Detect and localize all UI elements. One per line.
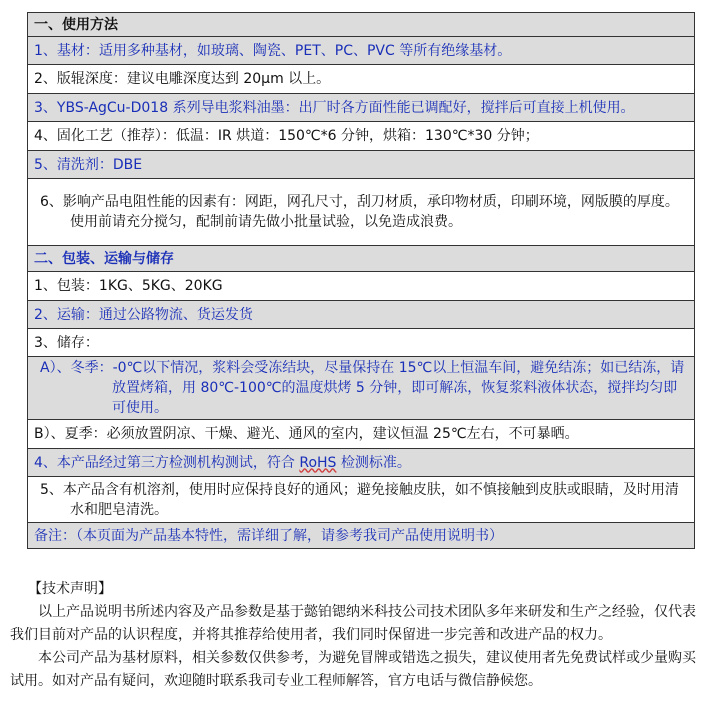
- packing-row-rohs: [28, 449, 695, 477]
- technical-statement-title: 【技术声明】: [28, 581, 112, 597]
- usage-row-series: [28, 94, 695, 122]
- remark-row: [28, 523, 695, 549]
- packing-transport-text: 2、运输：通过公路物流、货运发货: [28, 301, 695, 329]
- technical-statement: [10, 578, 702, 693]
- usage-substrate-text: 1、基材：适用多种基材，如玻璃、陶瓷、PET、PC、PVC 等所有绝缘基材。: [28, 37, 695, 65]
- section-packing-heading: 二、包装、运输与储存: [28, 246, 695, 272]
- usage-factors-text: 6、影响产品电阻性能的因素有：网距，网孔尺寸，刮刀材质，承印物材质，印刷环境，网版膜的厚度。使用前请充分搅匀，配制前请先做小批量试验，以免造成浪费。: [40, 194, 679, 230]
- packing-rohs-before: 4、本产品经过第三方检测机构测试，符合: [34, 454, 300, 471]
- usage-cleaner-text: 5、清洗剂：DBE: [28, 151, 695, 179]
- technical-statement-paragraph-1: 以上产品说明书所述内容及产品参数是基于懿铂锶纳米科技公司技术团队多年来研发和生产之经验，仅代表我们目前对产品的认识程度，并将其推荐给使用者，我们同时保留进一步完善和改进产品的权力。: [10, 604, 696, 643]
- packing-row-storage: [28, 329, 695, 357]
- packing-rohs-after: 检测标准。: [336, 454, 411, 471]
- technical-statement-paragraph-2: 本公司产品为基材原料，相关参数仅供参考，为避免冒牌或错选之损失，建议使用者先免费试样或少量购买试用。如对产品有疑问，欢迎随时联系我司专业工程师解答，官方电话与微信静候您。: [10, 650, 696, 689]
- usage-series-text: 3、YBS-AgCu-D018 系列导电浆料油墨：出厂时各方面性能已调配好，搅拌后可直接上机使用。: [28, 94, 695, 122]
- packing-solvent-text: 5、本产品含有机溶剂，使用时应保持良好的通风；避免接触皮肤，如不慎接触到皮肤或眼睛，及时用清水和肥皂清洗。: [40, 481, 679, 518]
- section-usage-heading-row: [28, 13, 695, 37]
- remark-text: 备注：（本页面为产品基本特性，需详细了解，请参考我司产品使用说明书）: [28, 523, 695, 549]
- usage-row-roller-depth: [28, 65, 695, 94]
- usage-row-substrate: [28, 37, 695, 65]
- usage-row-curing: [28, 122, 695, 151]
- packing-summer-text: B）、夏季：必须放置阴凉、干燥、避光、通风的室内，建议恒温 25℃左右，不可暴晒。: [28, 420, 695, 449]
- packing-row-solvent: [28, 477, 695, 523]
- packing-package-text: 1、包装：1KG、5KG、20KG: [28, 272, 695, 301]
- rohs-label: RoHS: [299, 454, 337, 471]
- packing-row-winter: [28, 357, 695, 420]
- packing-storage-text: 3、储存：: [28, 329, 695, 357]
- packing-row-transport: [28, 301, 695, 329]
- packing-row-summer: [28, 420, 695, 449]
- packing-winter-text: A）、冬季：-0℃以下情况，浆料会受冻结块，尽量保持在 15℃以上恒温车间，避免结冻；如已结冻，请放置烤箱，用 80℃-100℃的温度烘烤 5 分钟，即可解冻，恢复浆料液体状态，搅拌均匀即可使用。: [40, 360, 685, 416]
- usage-row-cleaner: [28, 151, 695, 179]
- product-usage-table: [27, 12, 695, 549]
- usage-roller-depth-text: 2、版辊深度：建议电雕深度达到 20μm 以上。: [28, 65, 695, 94]
- usage-row-factors: [28, 179, 695, 246]
- section-usage-heading: 一、使用方法: [28, 13, 695, 37]
- section-packing-heading-row: [28, 246, 695, 272]
- packing-row-package: [28, 272, 695, 301]
- usage-curing-text: 4、固化工艺（推荐）：低温：IR 烘道：150℃*6 分钟，烘箱：130℃*30 分钟；: [28, 122, 695, 151]
